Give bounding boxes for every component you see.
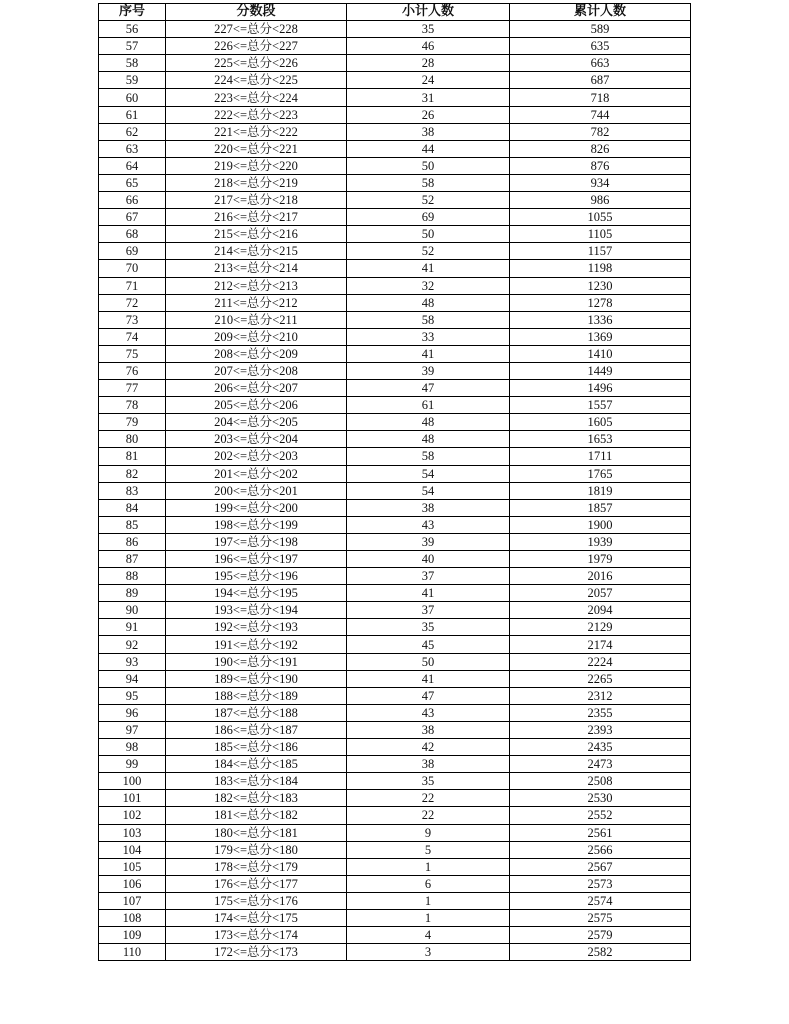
cell-cumulative: 2057	[510, 585, 691, 602]
cell-cumulative: 744	[510, 106, 691, 123]
cell-score-range: 176<=总分<177	[166, 875, 347, 892]
cell-subtotal: 41	[347, 585, 510, 602]
cell-score-range: 206<=总分<207	[166, 380, 347, 397]
cell-score-range: 178<=总分<179	[166, 858, 347, 875]
cell-index: 68	[99, 226, 166, 243]
cell-score-range: 187<=总分<188	[166, 704, 347, 721]
cell-score-range: 185<=总分<186	[166, 739, 347, 756]
table-row	[99, 756, 691, 773]
cell-subtotal: 35	[347, 773, 510, 790]
cell-score-range: 192<=总分<193	[166, 619, 347, 636]
cell-cumulative: 2561	[510, 824, 691, 841]
cell-cumulative: 1105	[510, 226, 691, 243]
cell-cumulative: 2574	[510, 892, 691, 909]
cell-subtotal: 45	[347, 636, 510, 653]
cell-score-range: 219<=总分<220	[166, 157, 347, 174]
cell-index: 98	[99, 739, 166, 756]
cell-subtotal: 22	[347, 807, 510, 824]
cell-cumulative: 687	[510, 72, 691, 89]
table-row	[99, 174, 691, 191]
table-header-row	[99, 4, 691, 21]
cell-index: 99	[99, 756, 166, 773]
table-row	[99, 619, 691, 636]
cell-cumulative: 2573	[510, 875, 691, 892]
cell-index: 58	[99, 55, 166, 72]
cell-cumulative: 1369	[510, 328, 691, 345]
cell-index: 77	[99, 380, 166, 397]
cell-index: 56	[99, 21, 166, 38]
cell-subtotal: 61	[347, 397, 510, 414]
table-row	[99, 140, 691, 157]
cell-subtotal: 26	[347, 106, 510, 123]
cell-score-range: 184<=总分<185	[166, 756, 347, 773]
table-row	[99, 858, 691, 875]
cell-index: 93	[99, 653, 166, 670]
cell-subtotal: 22	[347, 790, 510, 807]
cell-cumulative: 1939	[510, 533, 691, 550]
cell-score-range: 207<=总分<208	[166, 362, 347, 379]
cell-subtotal: 58	[347, 174, 510, 191]
cell-score-range: 193<=总分<194	[166, 602, 347, 619]
cell-index: 90	[99, 602, 166, 619]
cell-score-range: 190<=总分<191	[166, 653, 347, 670]
cell-index: 74	[99, 328, 166, 345]
header-score-range: 分数段	[166, 4, 347, 21]
table-row	[99, 516, 691, 533]
table-row	[99, 21, 691, 38]
table-row	[99, 414, 691, 431]
cell-cumulative: 2129	[510, 619, 691, 636]
cell-score-range: 221<=总分<222	[166, 123, 347, 140]
cell-cumulative: 1157	[510, 243, 691, 260]
table-row	[99, 670, 691, 687]
cell-subtotal: 47	[347, 380, 510, 397]
cell-subtotal: 58	[347, 448, 510, 465]
table-row	[99, 568, 691, 585]
cell-index: 86	[99, 533, 166, 550]
cell-index: 67	[99, 209, 166, 226]
cell-score-range: 188<=总分<189	[166, 687, 347, 704]
cell-score-range: 202<=总分<203	[166, 448, 347, 465]
cell-score-range: 182<=总分<183	[166, 790, 347, 807]
table-row	[99, 192, 691, 209]
table-row	[99, 602, 691, 619]
table-row	[99, 311, 691, 328]
table-row	[99, 533, 691, 550]
table-row	[99, 294, 691, 311]
cell-score-range: 200<=总分<201	[166, 482, 347, 499]
table-row	[99, 260, 691, 277]
cell-index: 108	[99, 909, 166, 926]
table-row	[99, 397, 691, 414]
table-row	[99, 824, 691, 841]
cell-subtotal: 69	[347, 209, 510, 226]
cell-index: 100	[99, 773, 166, 790]
table-row	[99, 875, 691, 892]
table-row	[99, 790, 691, 807]
cell-index: 75	[99, 345, 166, 362]
cell-subtotal: 54	[347, 482, 510, 499]
cell-score-range: 198<=总分<199	[166, 516, 347, 533]
cell-index: 103	[99, 824, 166, 841]
cell-score-range: 225<=总分<226	[166, 55, 347, 72]
cell-index: 97	[99, 721, 166, 738]
cell-subtotal: 43	[347, 516, 510, 533]
cell-subtotal: 48	[347, 294, 510, 311]
cell-score-range: 222<=总分<223	[166, 106, 347, 123]
cell-score-range: 227<=总分<228	[166, 21, 347, 38]
cell-index: 57	[99, 38, 166, 55]
cell-index: 61	[99, 106, 166, 123]
table-row	[99, 72, 691, 89]
cell-cumulative: 1979	[510, 551, 691, 568]
cell-index: 81	[99, 448, 166, 465]
cell-subtotal: 39	[347, 362, 510, 379]
table-row	[99, 704, 691, 721]
cell-score-range: 226<=总分<227	[166, 38, 347, 55]
cell-subtotal: 38	[347, 123, 510, 140]
table-row	[99, 431, 691, 448]
cell-score-range: 218<=总分<219	[166, 174, 347, 191]
table-row	[99, 38, 691, 55]
cell-score-range: 210<=总分<211	[166, 311, 347, 328]
cell-subtotal: 28	[347, 55, 510, 72]
cell-cumulative: 635	[510, 38, 691, 55]
cell-cumulative: 2355	[510, 704, 691, 721]
cell-index: 59	[99, 72, 166, 89]
cell-subtotal: 3	[347, 944, 510, 961]
cell-cumulative: 1230	[510, 277, 691, 294]
cell-subtotal: 1	[347, 858, 510, 875]
table-row	[99, 687, 691, 704]
cell-subtotal: 40	[347, 551, 510, 568]
cell-score-range: 205<=总分<206	[166, 397, 347, 414]
cell-score-range: 174<=总分<175	[166, 909, 347, 926]
cell-cumulative: 589	[510, 21, 691, 38]
table-row	[99, 106, 691, 123]
cell-cumulative: 2575	[510, 909, 691, 926]
cell-index: 65	[99, 174, 166, 191]
table-row	[99, 927, 691, 944]
cell-cumulative: 1449	[510, 362, 691, 379]
cell-index: 109	[99, 927, 166, 944]
cell-cumulative: 2508	[510, 773, 691, 790]
cell-subtotal: 43	[347, 704, 510, 721]
cell-subtotal: 54	[347, 465, 510, 482]
cell-index: 88	[99, 568, 166, 585]
cell-subtotal: 52	[347, 192, 510, 209]
cell-score-range: 175<=总分<176	[166, 892, 347, 909]
cell-score-range: 189<=总分<190	[166, 670, 347, 687]
cell-subtotal: 44	[347, 140, 510, 157]
table-row	[99, 482, 691, 499]
cell-subtotal: 1	[347, 909, 510, 926]
cell-score-range: 196<=总分<197	[166, 551, 347, 568]
cell-index: 71	[99, 277, 166, 294]
cell-cumulative: 986	[510, 192, 691, 209]
cell-cumulative: 2579	[510, 927, 691, 944]
cell-cumulative: 2566	[510, 841, 691, 858]
cell-cumulative: 876	[510, 157, 691, 174]
cell-subtotal: 4	[347, 927, 510, 944]
cell-score-range: 172<=总分<173	[166, 944, 347, 961]
cell-subtotal: 38	[347, 756, 510, 773]
cell-index: 96	[99, 704, 166, 721]
table-row	[99, 243, 691, 260]
cell-score-range: 195<=总分<196	[166, 568, 347, 585]
cell-cumulative: 2435	[510, 739, 691, 756]
cell-index: 87	[99, 551, 166, 568]
cell-cumulative: 2473	[510, 756, 691, 773]
cell-cumulative: 934	[510, 174, 691, 191]
cell-subtotal: 50	[347, 226, 510, 243]
cell-subtotal: 31	[347, 89, 510, 106]
cell-index: 62	[99, 123, 166, 140]
cell-subtotal: 52	[347, 243, 510, 260]
cell-index: 105	[99, 858, 166, 875]
cell-index: 92	[99, 636, 166, 653]
table-row	[99, 841, 691, 858]
table-row	[99, 892, 691, 909]
table-row	[99, 585, 691, 602]
cell-subtotal: 50	[347, 157, 510, 174]
cell-index: 91	[99, 619, 166, 636]
cell-subtotal: 35	[347, 619, 510, 636]
table-row	[99, 448, 691, 465]
cell-cumulative: 1410	[510, 345, 691, 362]
table-row	[99, 89, 691, 106]
cell-score-range: 217<=总分<218	[166, 192, 347, 209]
cell-score-range: 214<=总分<215	[166, 243, 347, 260]
cell-index: 73	[99, 311, 166, 328]
cell-subtotal: 50	[347, 653, 510, 670]
cell-index: 76	[99, 362, 166, 379]
cell-index: 94	[99, 670, 166, 687]
table-row	[99, 465, 691, 482]
cell-cumulative: 1857	[510, 499, 691, 516]
cell-cumulative: 1496	[510, 380, 691, 397]
cell-subtotal: 33	[347, 328, 510, 345]
cell-score-range: 173<=总分<174	[166, 927, 347, 944]
table-row	[99, 55, 691, 72]
cell-index: 106	[99, 875, 166, 892]
cell-cumulative: 718	[510, 89, 691, 106]
cell-score-range: 220<=总分<221	[166, 140, 347, 157]
cell-index: 102	[99, 807, 166, 824]
cell-cumulative: 1336	[510, 311, 691, 328]
cell-cumulative: 2016	[510, 568, 691, 585]
cell-cumulative: 2265	[510, 670, 691, 687]
cell-subtotal: 5	[347, 841, 510, 858]
cell-subtotal: 41	[347, 345, 510, 362]
cell-index: 89	[99, 585, 166, 602]
cell-score-range: 209<=总分<210	[166, 328, 347, 345]
cell-index: 110	[99, 944, 166, 961]
cell-cumulative: 1605	[510, 414, 691, 431]
table-row	[99, 209, 691, 226]
cell-subtotal: 47	[347, 687, 510, 704]
cell-subtotal: 41	[347, 670, 510, 687]
cell-cumulative: 2312	[510, 687, 691, 704]
table-row	[99, 380, 691, 397]
cell-cumulative: 1653	[510, 431, 691, 448]
table-row	[99, 636, 691, 653]
cell-score-range: 203<=总分<204	[166, 431, 347, 448]
cell-subtotal: 32	[347, 277, 510, 294]
cell-index: 80	[99, 431, 166, 448]
table-row	[99, 277, 691, 294]
cell-index: 60	[99, 89, 166, 106]
cell-score-range: 180<=总分<181	[166, 824, 347, 841]
cell-score-range: 179<=总分<180	[166, 841, 347, 858]
cell-index: 66	[99, 192, 166, 209]
cell-subtotal: 38	[347, 499, 510, 516]
cell-score-range: 212<=总分<213	[166, 277, 347, 294]
table-row	[99, 653, 691, 670]
header-subtotal: 小计人数	[347, 4, 510, 21]
table-body	[99, 21, 691, 961]
cell-index: 107	[99, 892, 166, 909]
cell-index: 83	[99, 482, 166, 499]
cell-index: 64	[99, 157, 166, 174]
cell-index: 70	[99, 260, 166, 277]
cell-subtotal: 6	[347, 875, 510, 892]
cell-score-range: 201<=总分<202	[166, 465, 347, 482]
score-distribution-table	[98, 3, 691, 961]
cell-cumulative: 1278	[510, 294, 691, 311]
cell-index: 72	[99, 294, 166, 311]
cell-score-range: 186<=总分<187	[166, 721, 347, 738]
table-row	[99, 328, 691, 345]
table-row	[99, 362, 691, 379]
cell-index: 79	[99, 414, 166, 431]
cell-subtotal: 58	[347, 311, 510, 328]
cell-score-range: 181<=总分<182	[166, 807, 347, 824]
cell-subtotal: 35	[347, 21, 510, 38]
cell-cumulative: 1765	[510, 465, 691, 482]
cell-cumulative: 2224	[510, 653, 691, 670]
cell-subtotal: 42	[347, 739, 510, 756]
table-row	[99, 123, 691, 140]
cell-score-range: 211<=总分<212	[166, 294, 347, 311]
cell-cumulative: 2094	[510, 602, 691, 619]
cell-cumulative: 2567	[510, 858, 691, 875]
cell-score-range: 223<=总分<224	[166, 89, 347, 106]
cell-cumulative: 1055	[510, 209, 691, 226]
table-row	[99, 721, 691, 738]
cell-cumulative: 2174	[510, 636, 691, 653]
table-row	[99, 499, 691, 516]
cell-score-range: 183<=总分<184	[166, 773, 347, 790]
cell-index: 85	[99, 516, 166, 533]
cell-cumulative: 1900	[510, 516, 691, 533]
cell-score-range: 199<=总分<200	[166, 499, 347, 516]
cell-cumulative: 826	[510, 140, 691, 157]
cell-score-range: 215<=总分<216	[166, 226, 347, 243]
cell-subtotal: 1	[347, 892, 510, 909]
cell-cumulative: 1711	[510, 448, 691, 465]
table-row	[99, 226, 691, 243]
cell-subtotal: 46	[347, 38, 510, 55]
cell-cumulative: 2393	[510, 721, 691, 738]
cell-subtotal: 39	[347, 533, 510, 550]
table-row	[99, 944, 691, 961]
cell-cumulative: 2552	[510, 807, 691, 824]
table-row	[99, 909, 691, 926]
cell-index: 82	[99, 465, 166, 482]
score-distribution-sheet	[98, 3, 690, 961]
cell-subtotal: 48	[347, 431, 510, 448]
cell-index: 95	[99, 687, 166, 704]
cell-index: 84	[99, 499, 166, 516]
cell-subtotal: 41	[347, 260, 510, 277]
table-row	[99, 739, 691, 756]
cell-score-range: 208<=总分<209	[166, 345, 347, 362]
cell-index: 104	[99, 841, 166, 858]
cell-index: 69	[99, 243, 166, 260]
cell-cumulative: 782	[510, 123, 691, 140]
table-row	[99, 157, 691, 174]
cell-subtotal: 37	[347, 602, 510, 619]
cell-score-range: 216<=总分<217	[166, 209, 347, 226]
cell-index: 101	[99, 790, 166, 807]
cell-subtotal: 37	[347, 568, 510, 585]
cell-score-range: 191<=总分<192	[166, 636, 347, 653]
header-index: 序号	[99, 4, 166, 21]
cell-subtotal: 48	[347, 414, 510, 431]
cell-score-range: 194<=总分<195	[166, 585, 347, 602]
cell-cumulative: 1198	[510, 260, 691, 277]
cell-subtotal: 9	[347, 824, 510, 841]
table-row	[99, 773, 691, 790]
cell-score-range: 197<=总分<198	[166, 533, 347, 550]
cell-score-range: 224<=总分<225	[166, 72, 347, 89]
header-cumulative: 累计人数	[510, 4, 691, 21]
cell-score-range: 204<=总分<205	[166, 414, 347, 431]
cell-cumulative: 1557	[510, 397, 691, 414]
cell-subtotal: 38	[347, 721, 510, 738]
cell-cumulative: 2530	[510, 790, 691, 807]
table-row	[99, 551, 691, 568]
table-row	[99, 807, 691, 824]
table-row	[99, 345, 691, 362]
cell-index: 63	[99, 140, 166, 157]
cell-index: 78	[99, 397, 166, 414]
cell-cumulative: 663	[510, 55, 691, 72]
cell-subtotal: 24	[347, 72, 510, 89]
cell-cumulative: 2582	[510, 944, 691, 961]
cell-score-range: 213<=总分<214	[166, 260, 347, 277]
cell-cumulative: 1819	[510, 482, 691, 499]
